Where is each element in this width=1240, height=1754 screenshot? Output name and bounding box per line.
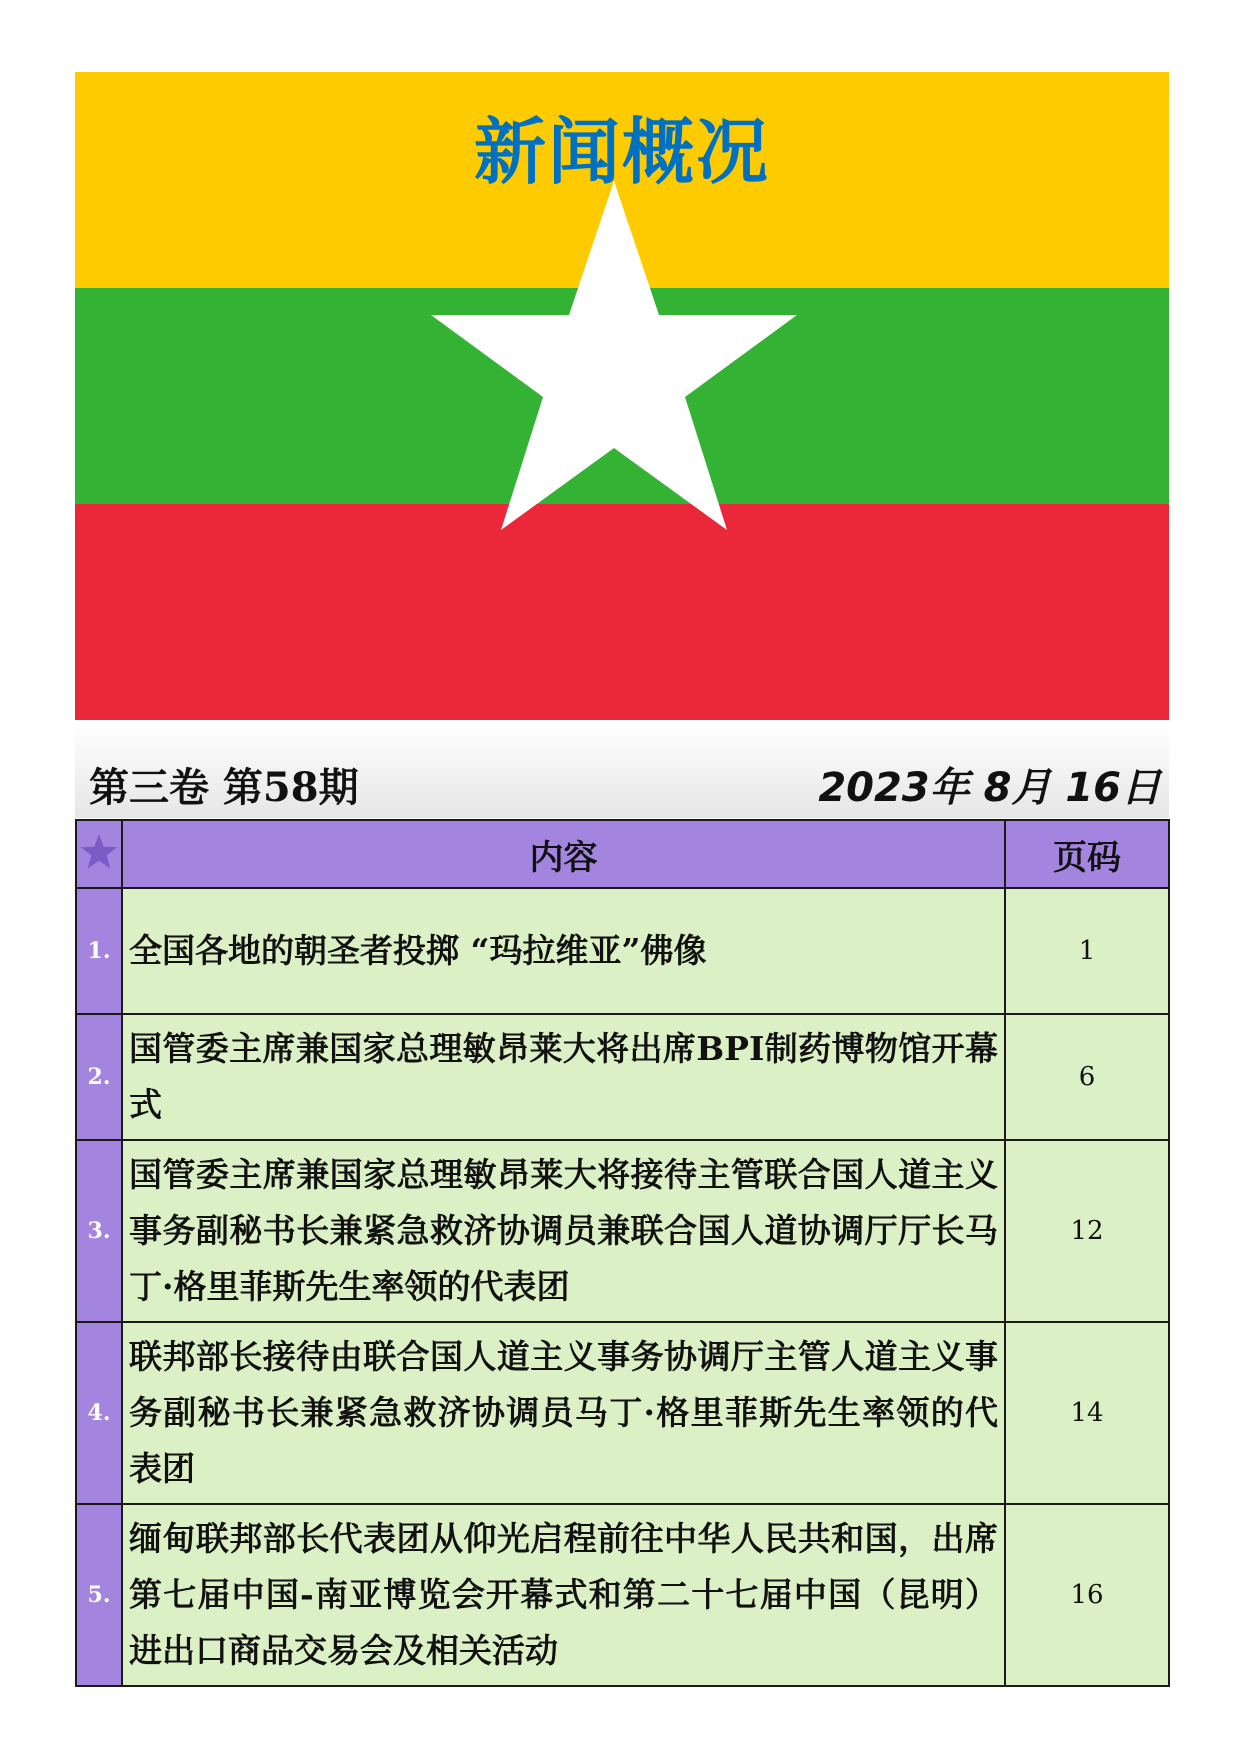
toc-item-page: 14 (1005, 1322, 1169, 1504)
star-icon (79, 832, 119, 872)
issue-date: 2023年 8月 16日 (818, 765, 1161, 811)
toc-header-content: 内容 (122, 820, 1005, 888)
toc-item-number: 3. (76, 1140, 122, 1322)
toc-item-number: 4. (76, 1322, 122, 1504)
table-row[interactable] (76, 1322, 1169, 1504)
toc-item-title[interactable]: 缅甸联邦部长代表团从仰光启程前往中华人民共和国，出席第七届中国-南亚博览会开幕式和第二十七届中国（昆明）进出口商品交易会及相关活动 (122, 1504, 1005, 1686)
table-row[interactable] (76, 888, 1169, 1014)
myanmar-flag (75, 72, 1169, 720)
toc-item-title[interactable]: 联邦部长接待由联合国人道主义事务协调厅主管人道主义事务副秘书长兼紧急救济协调员马丁·格里菲斯先生率领的代表团 (122, 1322, 1005, 1504)
table-row[interactable] (76, 1014, 1169, 1140)
toc-item-page: 6 (1005, 1014, 1169, 1140)
toc-item-title[interactable]: 国管委主席兼国家总理敏昂莱大将接待主管联合国人道主义事务副秘书长兼紧急救济协调员兼联合国人道协调厅厅长马丁·格里菲斯先生率领的代表团 (122, 1140, 1005, 1322)
volume-issue-number: 第三卷 第58期 (89, 764, 359, 811)
toc-item-number: 1. (76, 888, 122, 1014)
toc-item-title[interactable]: 国管委主席兼国家总理敏昂莱大将出席BPI制药博物馆开幕式 (122, 1014, 1005, 1140)
table-row[interactable] (76, 1504, 1169, 1686)
toc-item-number: 2. (76, 1014, 122, 1140)
table-of-contents (75, 819, 1170, 1687)
toc-item-page: 16 (1005, 1504, 1169, 1686)
newsletter-title: 新闻概况 (473, 110, 770, 194)
toc-header-star-cell (76, 820, 122, 888)
toc-header-page: 页码 (1005, 820, 1169, 888)
toc-item-number: 5. (76, 1504, 122, 1686)
table-row[interactable] (76, 1140, 1169, 1322)
toc-item-page: 1 (1005, 888, 1169, 1014)
toc-item-title[interactable]: 全国各地的朝圣者投掷 “玛拉维亚”佛像 (122, 888, 1005, 1014)
toc-item-page: 12 (1005, 1140, 1169, 1322)
issue-info-bar (75, 722, 1169, 818)
toc-header-row (76, 820, 1169, 888)
